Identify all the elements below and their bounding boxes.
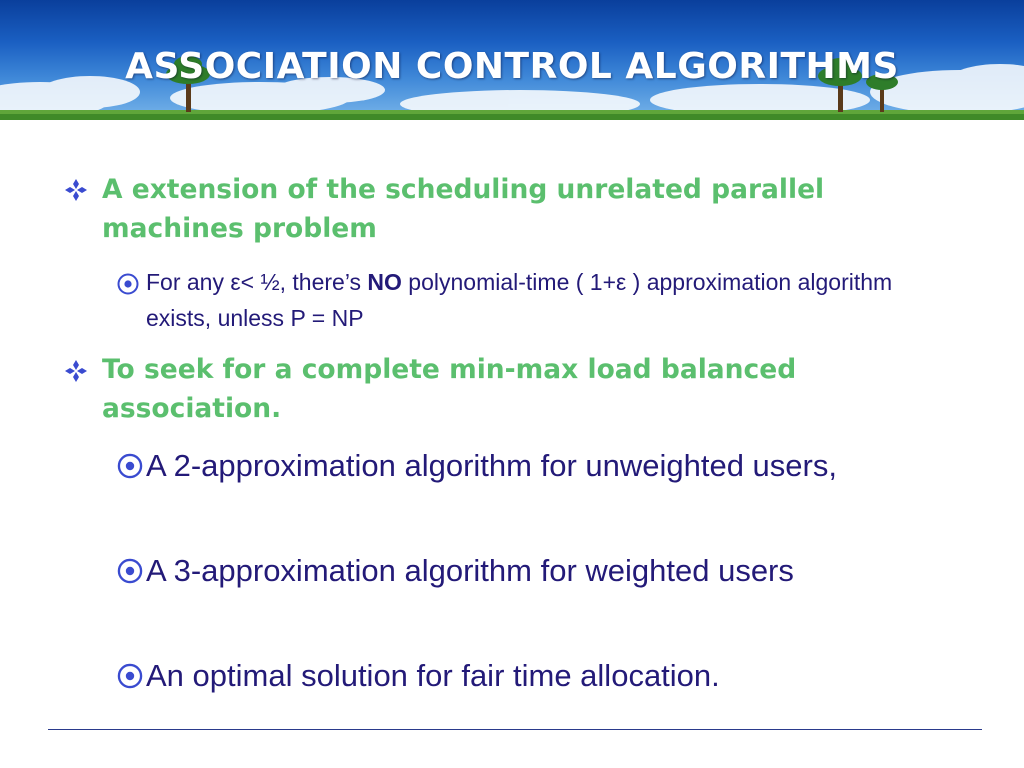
- sub-bullet-text: A 3-approximation algorithm for weighted users: [146, 553, 794, 588]
- sub-bullet-text: An optimal solution for fair time allocation.: [146, 658, 720, 693]
- footer-divider: [48, 729, 982, 730]
- sub-bullet-text-after: polynomial-time ( 1+ε ) approximation algorithm exists, unless P = NP: [146, 269, 893, 331]
- bullet-heading: To seek for a complete min-max load balanced association.: [102, 354, 797, 424]
- sub-bullet-emphasis: NO: [367, 269, 402, 295]
- circled-dot-icon: [116, 272, 140, 296]
- sub-bullet-text: [146, 264, 946, 336]
- bullet-heading: A extension of the scheduling unrelated parallel machines problem: [102, 174, 825, 244]
- page-title: ASSOCIATION CONTROL ALGORITHMS: [125, 46, 899, 87]
- sub-bullet-text-before: For any ε< ½, there’s: [146, 269, 368, 295]
- sub-bullet-text: A 2-approximation algorithm for unweighted users,: [146, 448, 837, 483]
- circled-dot-icon: [116, 662, 144, 690]
- diamond-cluster-icon: [62, 176, 90, 204]
- circled-dot-icon: [116, 557, 144, 585]
- circled-dot-icon: [116, 452, 144, 480]
- diamond-cluster-icon: [62, 357, 90, 385]
